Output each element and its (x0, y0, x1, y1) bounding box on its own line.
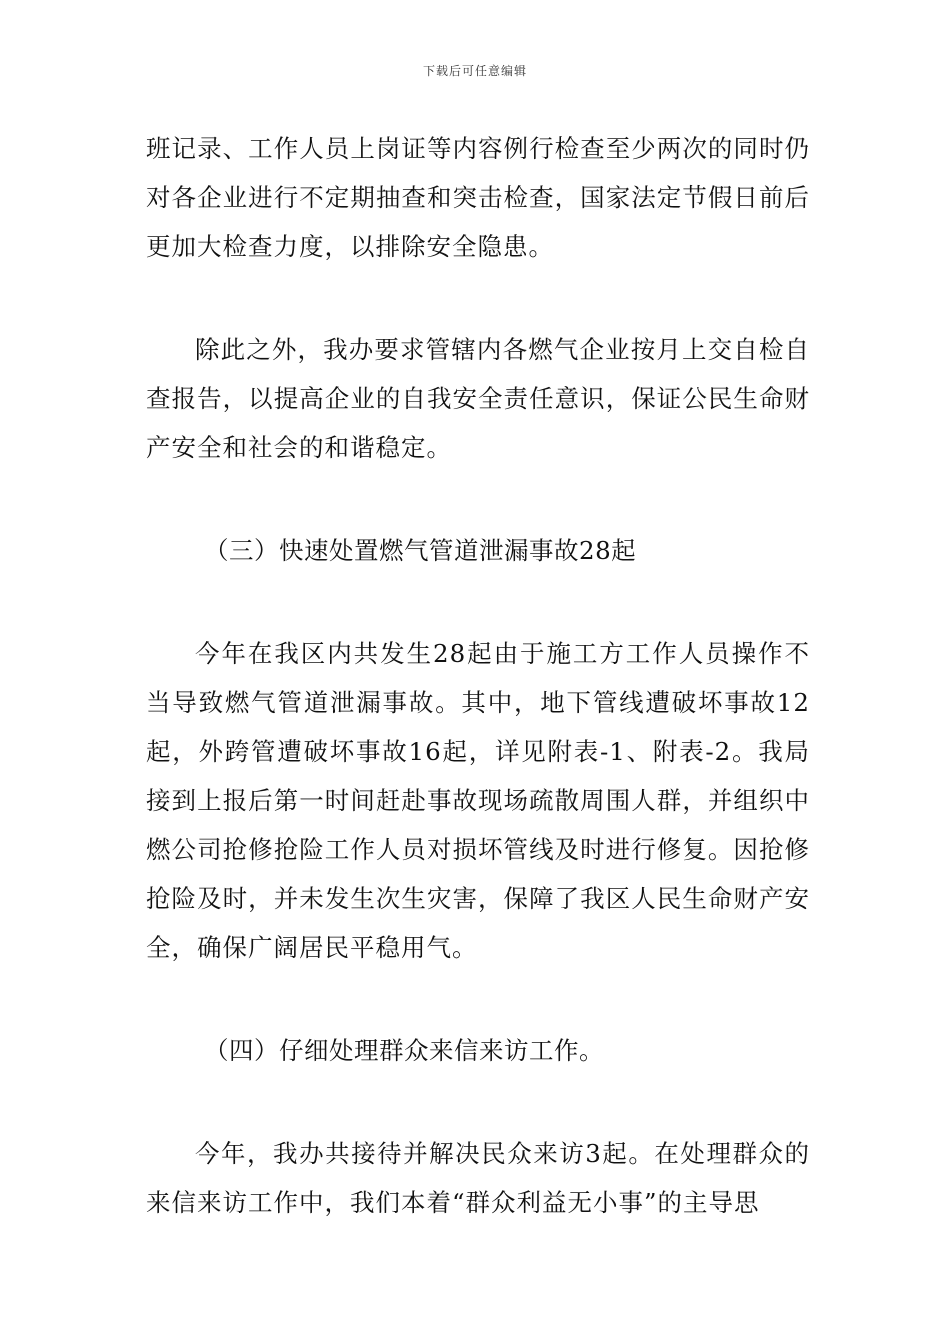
paragraph-self-inspection: 除此之外，我办要求管辖内各燃气企业按月上交自检自查报告，以提高企业的自我安全责任意识，保证公民生命财产安全和社会的和谐稳定。 (146, 335, 810, 462)
paragraph-gap (146, 1075, 810, 1129)
paragraph-public-visits: 今年，我办共接待并解决民众来访3起。在处理群众的来信来访工作中，我们本着“群众利益无小事”的主导思 (146, 1139, 810, 1217)
section-heading-3: （三）快速处置燃气管道泄漏事故28起 (204, 536, 637, 565)
paragraph-gap (146, 575, 810, 629)
paragraph-gas-leak-accidents: 今年在我区内共发生28起由于施工方工作人员操作不当导致燃气管道泄漏事故。其中，地下管线遭破坏事故12起，外跨管遭破坏事故16起，详见附表-1、附表-2。我局接到上报后第一时间赶赴事故现场疏散周围人群，并组织中燃公司抢修抢险工作人员对损坏管线及时进行修复。因抢修抢险及时，并未发生次生灾害，保障了我区人民生命财产安全，确保广阔居民平稳用气。 (146, 639, 810, 962)
paragraph-continuation: 班记录、工作人员上岗证等内容例行检查至少两次的同时仍对各企业进行不定期抽查和突击检查，国家法定节假日前后更加大检查力度，以排除安全隐患。 (146, 134, 810, 261)
paragraph-gap (146, 972, 810, 1026)
paragraph-gap (146, 472, 810, 526)
page-header: 下载后可任意编辑 (422, 64, 527, 78)
document-body (146, 124, 810, 1227)
paragraph-gap (146, 271, 810, 325)
section-heading-4: （四）仔细处理群众来信来访工作。 (204, 1036, 604, 1065)
